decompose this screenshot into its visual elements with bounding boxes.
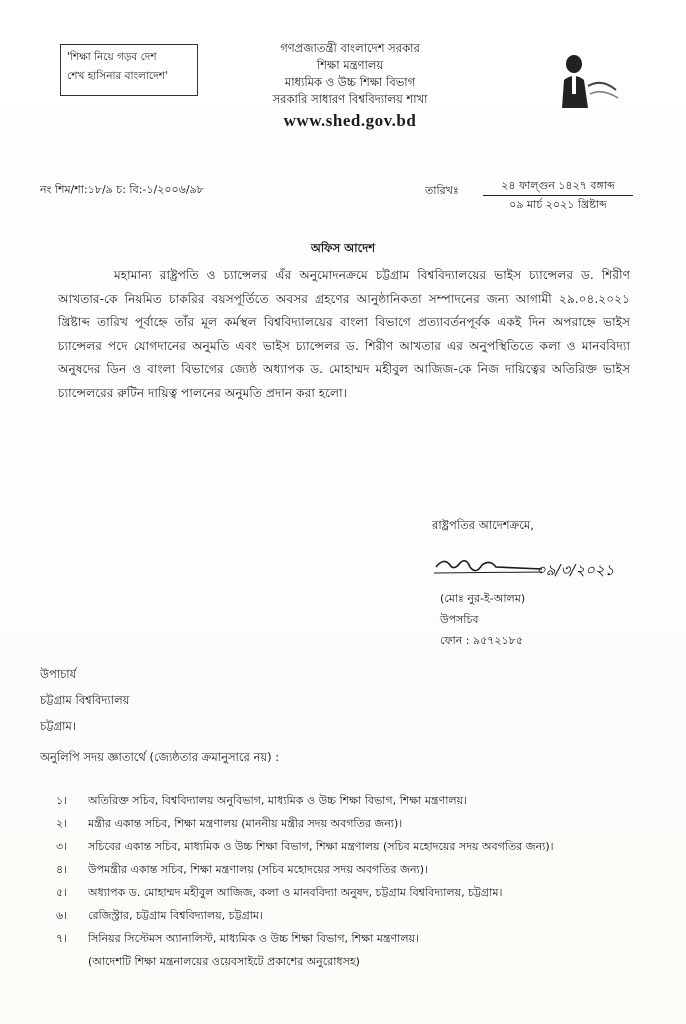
by-order-line: রাষ্ট্রপতির আদেশক্রমে, (432, 518, 534, 532)
copy-text: রেজিস্ট্রার, চট্টগ্রাম বিশ্ববিদ্যালয়, চট্টগ্রাম। (88, 909, 263, 922)
letterhead-website: www.shed.gov.bd (283, 111, 417, 130)
copy-item (56, 951, 656, 973)
copy-text: অধ্যাপক ড. মোহাম্মদ মহীবুল আজিজ, কলা ও মানববিদ্যা অনুষদ, চট্টগ্রাম বিশ্ববিদ্যালয়, চট্টগ্রাম। (88, 886, 503, 899)
recipient-line: উপাচার্য (40, 667, 77, 681)
copy-number: ৪। (56, 863, 68, 876)
date-divider (483, 195, 633, 196)
copy-item (56, 859, 656, 881)
signer-phone: ফোন : ৯৫৭২১৮৫ (440, 634, 523, 647)
date-bangla: ২৪ ফাল্গুন ১৪২৭ বঙ্গাব্দ (501, 179, 615, 192)
copy-number: ২। (56, 817, 68, 830)
letterhead-section: সরকারি সাধারণ বিশ্ববিদ্যালয় শাখা (272, 92, 428, 106)
recipient-line: চট্টগ্রাম বিশ্ববিদ্যালয় (40, 693, 130, 707)
memo-number: নং শিম/শা:১৮/৯ চ: বি:-১/২০০৬/৯৮ (40, 183, 204, 196)
signer-designation: উপসচিব (440, 613, 479, 626)
copy-number: ৫। (56, 886, 68, 899)
letterhead-govt: গণপ্রজাতন্ত্রী বাংলাদেশ সরকার (280, 41, 420, 55)
copy-text: সিনিয়র সিস্টেমস অ্যানালিস্ট, মাধ্যমিক ও উচ্চ শিক্ষা বিভাগ, শিক্ষা মন্ত্রণালয়। (88, 932, 419, 945)
slogan-line-1: 'শিক্ষা নিয়ে গড়ব দেশ (67, 51, 157, 63)
copy-heading: অনুলিপি সদয় জ্ঞাতার্থে (জ্যেষ্ঠতার ক্রমানুসারে নয়) : (40, 750, 280, 764)
recipient-block (40, 661, 129, 739)
signer-name: (মোঃ নুর-ই-আলম) (440, 592, 526, 605)
copy-item (56, 928, 656, 950)
date-label: তারিখঃ (425, 184, 459, 197)
order-body: মহামান্য রাষ্ট্রপতি ও চ্যান্সেলর এঁর অনুমোদনক্রমে চট্টগ্রাম বিশ্ববিদ্যালয়ের ভাইস চ্যান্সেলর ড. শিরীণ আখতার-কে নিয়মিত চাকরির বয়সপূর্তিতে অবসর গ্রহণের আনুষ্ঠানিকতা সম্পাদনের জন্য আগামী ২৯.০৪.২০২১ খ্রিষ্টাব্দ তারিখ পূর্বাহ্নে তাঁর মূল কর্মস্থল বিশ্ববিদ্যালয়ের বাংলা বিভাগে প্রত্যাবর্তনপূর্বক একই দিন অপরাহ্নে ভাইস চ্যান্সেলর পদে যোগদানের অনুমতি এবং ভাইস চ্যান্সেলর ড. শিরীণ আখতার এর অনুপস্থিতিতে কলা ও মানববিদ্যা অনুষদের ডিন ও বাংলা বিভাগের জ্যেষ্ঠ অধ্যাপক ড. মোহাম্মদ মহীবুল আজিজ-কে নিজ দায়িত্বের অতিরিক্ত ভাইস চ্যান্সেলরের রুটিন দায়িত্ব পালনের অনুমতি প্রদান করা হলো। (58, 268, 630, 400)
copy-item (56, 836, 656, 858)
letterhead (228, 40, 472, 129)
copy-text: উপমন্ত্রীর একান্ত সচিব, শিক্ষা মন্ত্রণালয় (সচিব মহোদয়ের সদয় অবগতির জন্য)। (88, 863, 428, 876)
copy-text: অতিরিক্ত সচিব, বিশ্ববিদ্যালয় অনুবিভাগ, মাধ্যমিক ও উচ্চ শিক্ষা বিভাগ, শিক্ষা মন্ত্রণালয়। (88, 794, 468, 807)
document-title: অফিস আদেশ (310, 241, 376, 255)
copy-text: সচিবের একান্ত সচিব, মাধ্যমিক ও উচ্চ শিক্ষা বিভাগ, শিক্ষা মন্ত্রণালয় (সচিব মহোদয়ের সদয় অবগতির জন্য)। (88, 840, 554, 853)
copy-list (56, 790, 656, 974)
recipient-line: চট্টগ্রাম। (40, 719, 76, 733)
signature-date: ০৯/৩/২০২১ (536, 561, 615, 579)
date-gregorian: ০৯ মার্চ ২০২১ খ্রিষ্টাব্দ (509, 198, 607, 211)
copy-number: ৩। (56, 840, 68, 853)
copy-number: ১। (56, 794, 68, 807)
copy-item (56, 905, 656, 927)
copy-item (56, 790, 656, 812)
signer-block (440, 588, 525, 651)
copy-item (56, 813, 656, 835)
letterhead-ministry: শিক্ষা মন্ত্রণালয় (316, 58, 384, 72)
copy-text: মন্ত্রীর একান্ত সচিব, শিক্ষা মন্ত্রণালয় (মাননীয় মন্ত্রীর সদয় অবগতির জন্য)। (88, 817, 403, 830)
slogan-line-2: শেখ হাসিনার বাংলাদেশ' (67, 70, 168, 82)
copy-number: ৬। (56, 909, 68, 922)
copy-item (56, 882, 656, 904)
copy-text: (আদেশটি শিক্ষা মন্ত্রনালয়ের ওয়েবসাইটে প্রকাশের অনুরোধসহ) (88, 955, 360, 968)
portrait-logo-icon (552, 50, 622, 110)
letterhead-division: মাধ্যমিক ও উচ্চ শিক্ষা বিভাগ (284, 75, 416, 89)
slogan-box (60, 44, 198, 96)
signature-icon (432, 545, 622, 585)
copy-number (56, 951, 88, 973)
copy-number: ৭। (56, 932, 68, 945)
